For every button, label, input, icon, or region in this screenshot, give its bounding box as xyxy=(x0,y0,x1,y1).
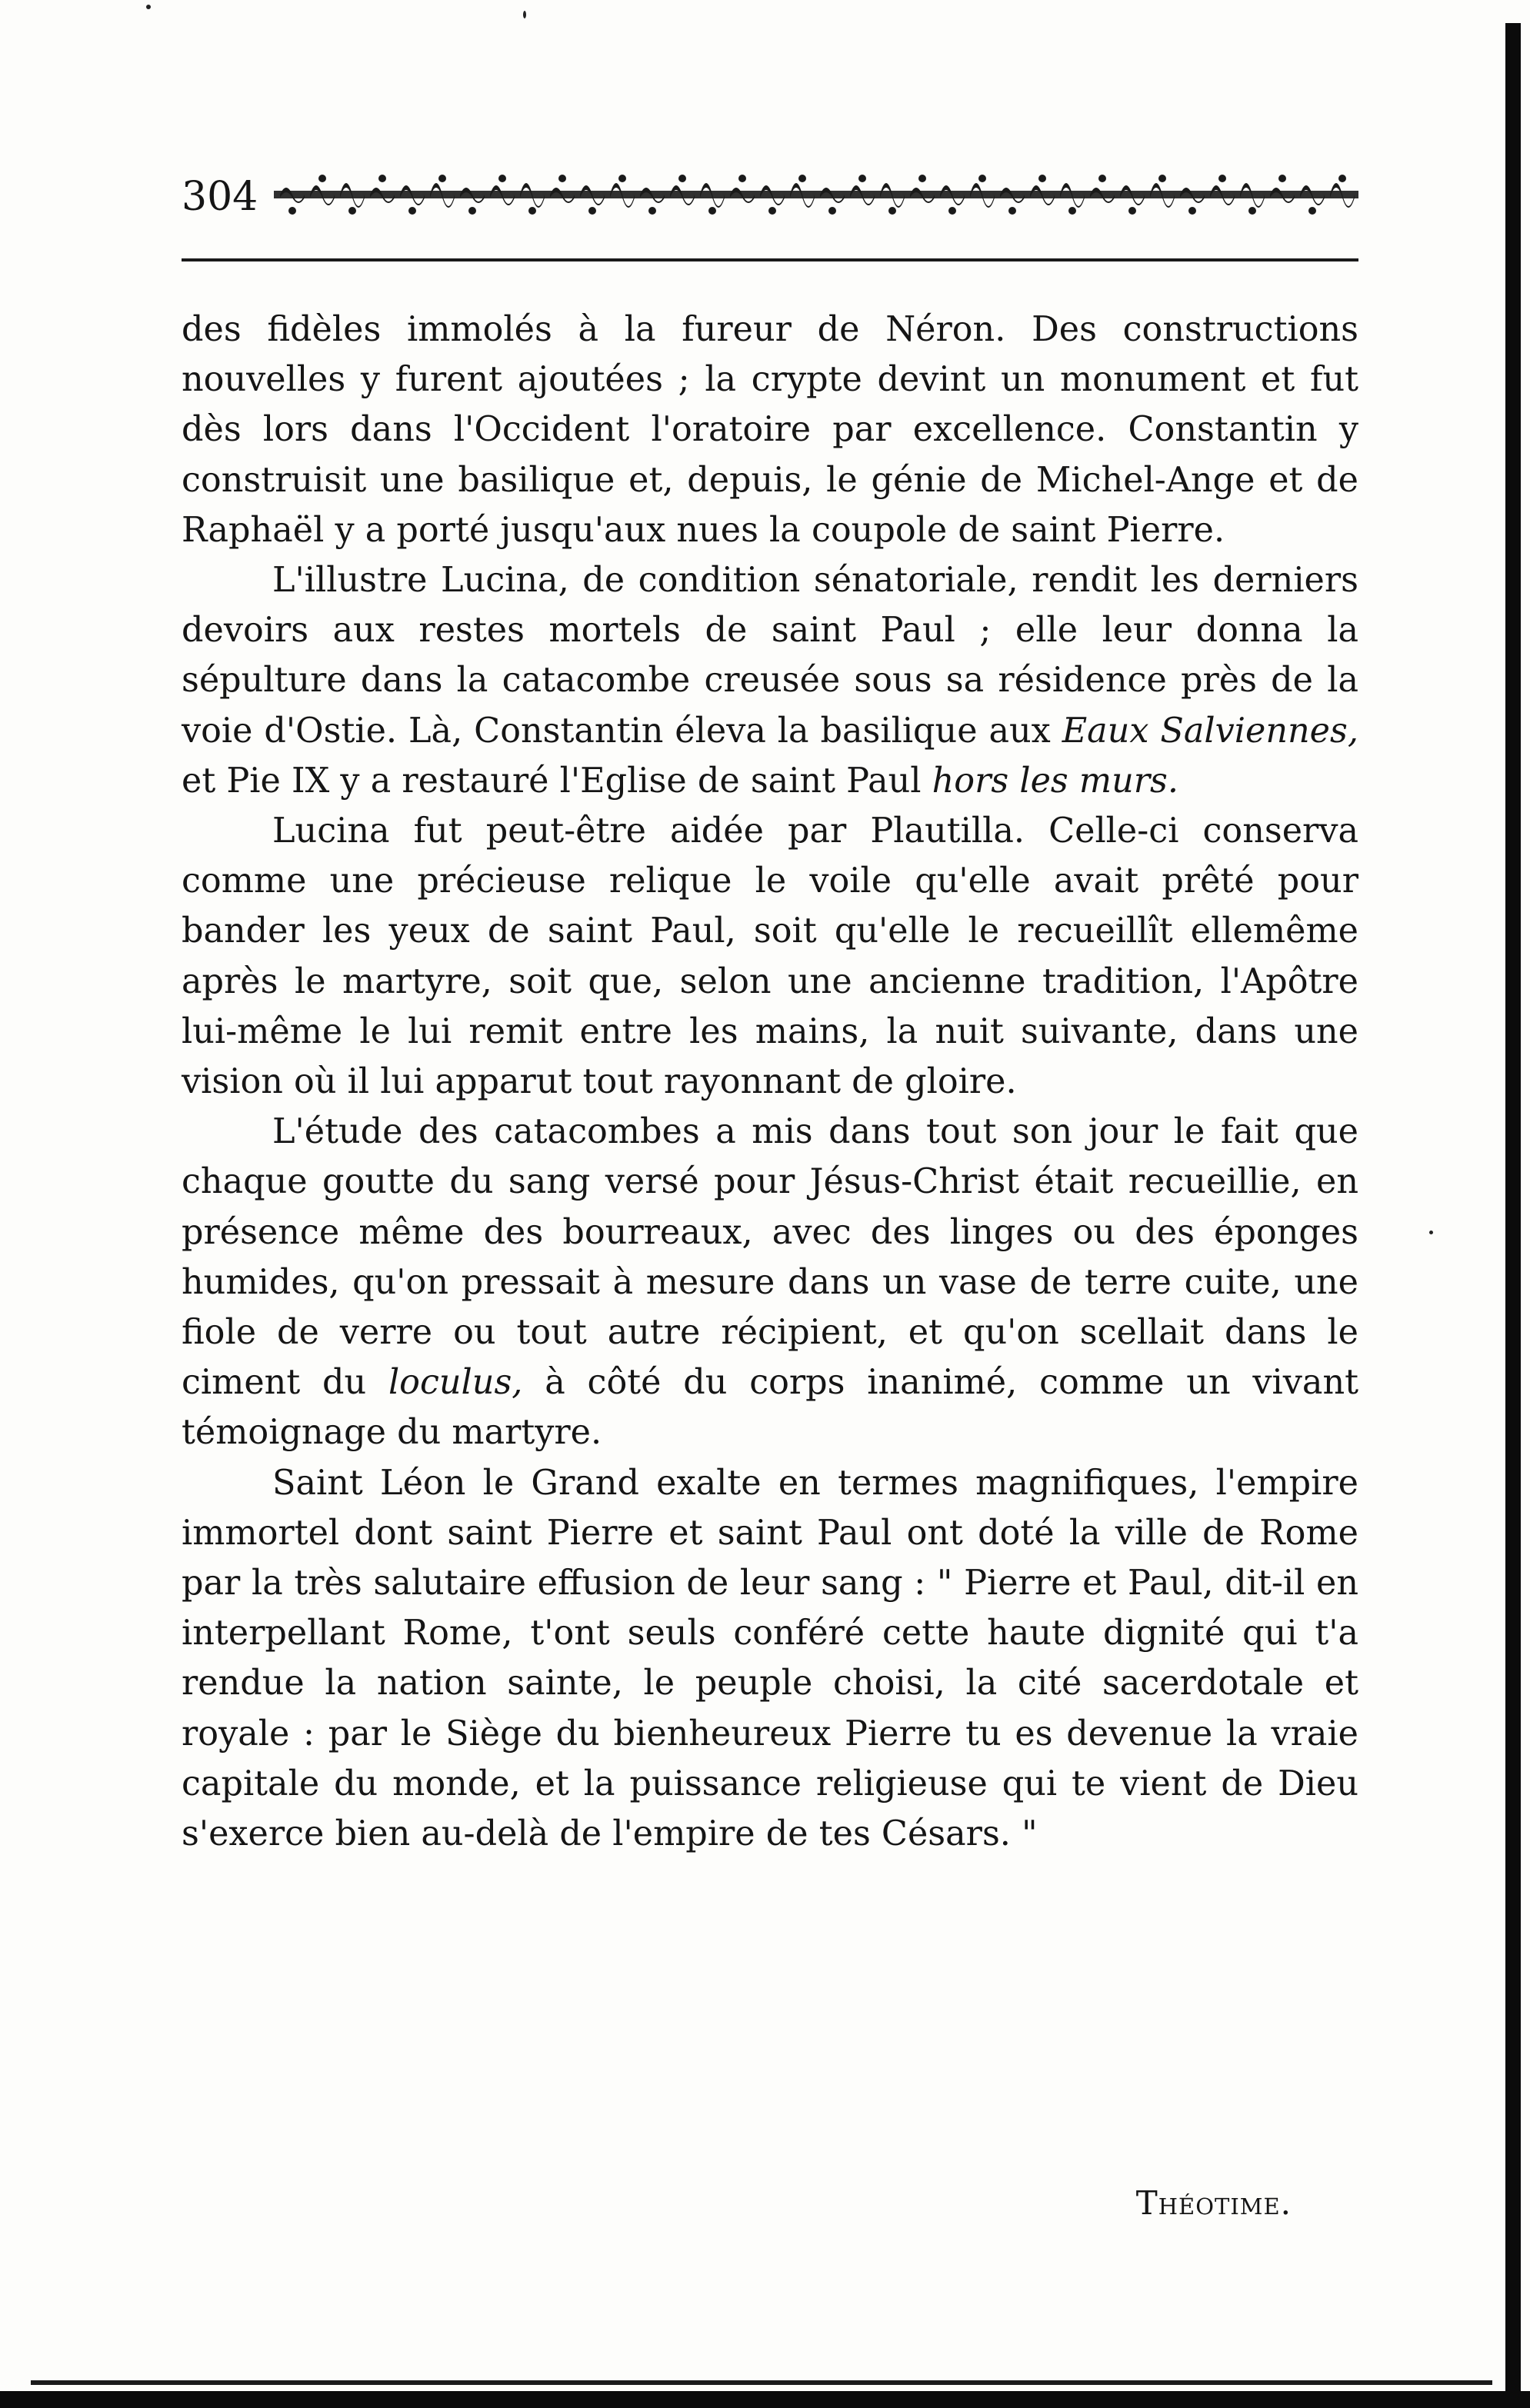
header-rule xyxy=(182,258,1358,261)
paragraph xyxy=(182,806,1358,1107)
ornament-dot xyxy=(828,207,836,215)
ornament-dot xyxy=(318,175,326,182)
ornament-dot xyxy=(1128,207,1136,215)
paragraph-text: et Pie IX y a restauré l'Eglise de saint Paul xyxy=(182,761,932,801)
ornament-dot xyxy=(1188,207,1196,215)
scan-speck xyxy=(146,5,151,9)
ornament-dot xyxy=(798,175,806,182)
ornament-dot xyxy=(1218,175,1226,182)
ornament-dot xyxy=(678,175,686,182)
ornament-dot xyxy=(348,207,356,215)
scan-speck xyxy=(1429,1231,1433,1234)
ornament-dot xyxy=(468,207,476,215)
body-text xyxy=(182,305,1358,1859)
paragraph-text: Lucina fut peut-être aidée par Plautilla. Celle-ci conserva comme une précieuse relique le voile qu'elle avait prêté pour bander les yeux de saint Paul, soit qu'elle le recueillît ellemême après le martyre, soit que, selon une ancienne tradition, l'Apôtre lui-même le lui remit entre les mains, la nuit suivante, dans une vision où il lui apparut tout rayonnant de gloire. xyxy=(182,811,1358,1102)
ornament-dot xyxy=(918,175,926,182)
paragraph-text: à côté du corps inanimé, comme un vivant témoignage du martyre. xyxy=(182,1363,1358,1453)
paragraph xyxy=(182,555,1358,806)
paragraph-text: L'illustre Lucina, de condition sénatoriale, rendit les derniers devoirs aux restes mortels de saint Paul ; elle leur donna la sépulture dans la catacombe creusée sous sa résidence près de la voie d'Ostie. Là, Constantin éleva la basilique aux xyxy=(182,561,1358,751)
paragraph xyxy=(182,305,1358,555)
ornament-dot xyxy=(378,175,386,182)
italic-text: hors les murs. xyxy=(932,761,1179,801)
paragraph-text: Saint Léon le Grand exalte en termes magnifiques, l'empire immortel dont saint Pierre et saint Paul ont doté la ville de Rome par la très salutaire effusion de leur sang : " Pierre et Paul, dit-il en interpellant Rome, t'ont seuls conféré cette haute dignité qui t'a rendue la nation sainte, le peuple choisi, la cité sacerdotale et royale : par le Siège du bienheureux Pierre tu es devenue la vraie capitale du monde, et la puissance religieuse qui te vient de Dieu s'exerce bien au-delà de l'empire de tes Césars. " xyxy=(182,1463,1358,1854)
ornament-dot xyxy=(1248,207,1256,215)
ornament-dot xyxy=(588,207,596,215)
ornament-dot xyxy=(1278,175,1286,182)
ornament-dot xyxy=(1098,175,1106,182)
ornament-dot xyxy=(1338,175,1346,182)
ornament-dot xyxy=(408,207,416,215)
ornament-dot xyxy=(978,175,986,182)
paragraph xyxy=(182,1458,1358,1860)
ornament-dot xyxy=(498,175,506,182)
ornament-band-icon xyxy=(274,168,1358,221)
ornament-dot xyxy=(1068,207,1076,215)
ornament-dot xyxy=(528,207,536,215)
ornament-dot xyxy=(738,175,746,182)
paragraph xyxy=(182,1107,1358,1457)
ornament-dot xyxy=(888,207,896,215)
scan-edge-bottom-line xyxy=(31,2380,1492,2385)
ornament-dot xyxy=(1038,175,1046,182)
scan-edge-right xyxy=(1505,23,1521,2400)
ornament-dot xyxy=(858,175,866,182)
ornament-dot xyxy=(948,207,956,215)
author-signature: Théotime. xyxy=(1135,2184,1292,2222)
italic-text: loculus, xyxy=(388,1363,523,1403)
ornament-dot xyxy=(1008,207,1016,215)
paragraph-text: L'étude des catacombes a mis dans tout son jour le fait que chaque goutte du sang versé pour Jésus-Christ était recueillie, en présence même des bourreaux, avec des linges ou des éponges humides, qu'on pressait à mesure dans un vase de terre cuite, une fiole de verre ou tout autre récipient, et qu'on scellait dans le ciment du xyxy=(182,1112,1358,1403)
ornament-dot xyxy=(648,207,656,215)
ornament-dot xyxy=(708,207,716,215)
ornament-dot xyxy=(288,207,296,215)
italic-text: Eaux Salviennes, xyxy=(1062,711,1359,751)
ornament-dot xyxy=(558,175,566,182)
scan-edge-bottom xyxy=(0,2391,1530,2408)
page-number: 304 xyxy=(182,174,258,220)
page-header xyxy=(182,162,1358,231)
ornament-dot xyxy=(768,207,776,215)
ornament-dot xyxy=(1158,175,1166,182)
ornament-dot xyxy=(618,175,626,182)
ornament-dot xyxy=(1308,207,1316,215)
ornament-dot xyxy=(438,175,446,182)
paragraph-text: des fidèles immolés à la fureur de Néron. Des constructions nouvelles y furent ajoutées ; la crypte devint un monument et fut dès lors dans l'Occident l'oratoire par excellence. Constantin y construisit une basilique et, depuis, le génie de Michel-Ange et de Raphaël y a porté jusqu'aux nues la coupole de saint Pierre. xyxy=(182,310,1358,550)
scan-speck xyxy=(523,11,526,18)
